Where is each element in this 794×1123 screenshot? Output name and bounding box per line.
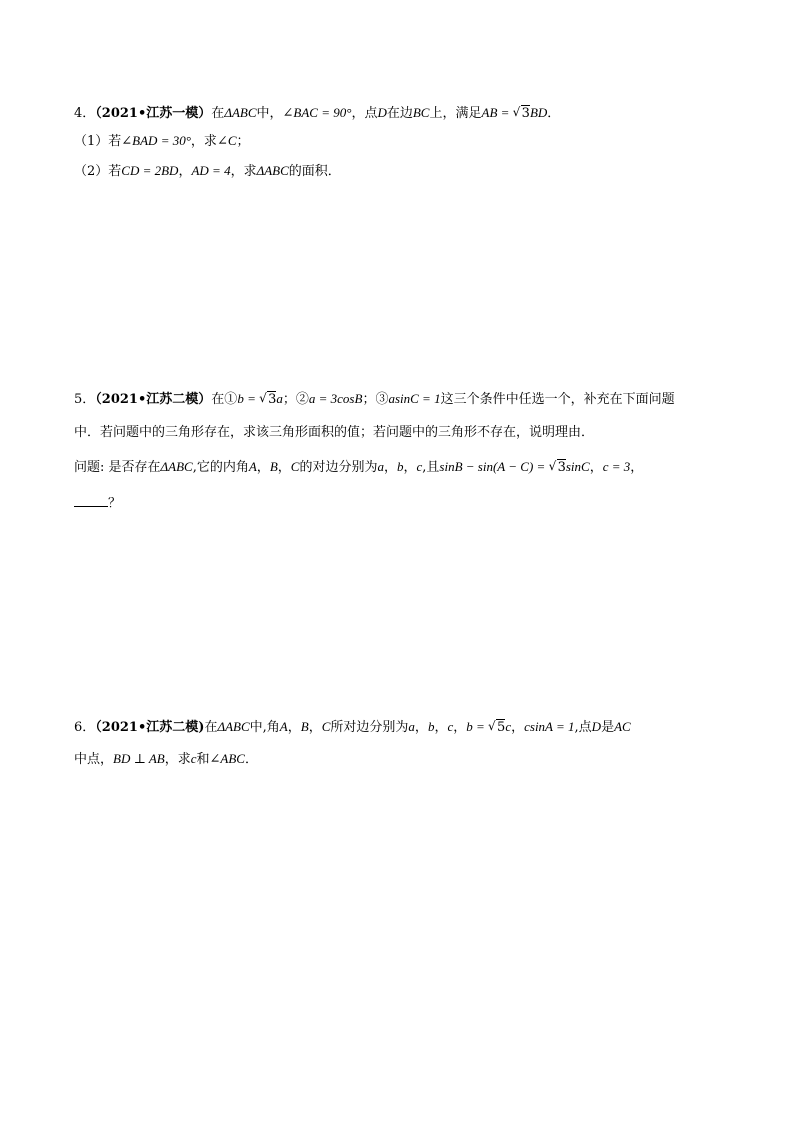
problem-source: （2021•江苏二模) [95, 720, 205, 735]
problem-5-line-2: 中．若问题中的三角形存在，求该三角形面积的值；若问题中的三角形不存在，说明理由． [74, 425, 595, 440]
sqrt-symbol: √ 3 [259, 391, 276, 409]
problem-5-blank-line: ？ [74, 494, 121, 513]
problem-5-question: 问题: 是否存在ΔABC,它的内角A，B，C的对边分别为a，b，c,且sinB − sin(A − C) = √ 3sinC，c = 3， [74, 458, 643, 477]
problem-4-line-1: 4．（2021•江苏一模）在ΔABC中，∠BAC = 90°，点D在边BC上，满足AB = √ 3BD． [74, 104, 560, 123]
sqrt-symbol: √ 3 [549, 459, 566, 477]
problem-6-line-1: 6．（2021•江苏二模)在ΔABC中,角A，B，C所对边分别为a，b，c，b = √ 5c，csinA = 1,点D是AC [74, 718, 631, 737]
sqrt-symbol: √ 5 [488, 719, 505, 737]
sqrt-symbol: √ 3 [513, 105, 530, 123]
problem-5-line-1: 5．（2021•江苏二模）在①b = √ 3a；②a = 3cosB；③asinC = 1这三个条件中任选一个，补充在下面问题 [74, 390, 675, 409]
problem-number: 6 [74, 720, 83, 735]
problem-source: （2021•江苏一模） [95, 106, 212, 121]
problem-number: 4 [74, 106, 83, 121]
problem-source: （2021•江苏二模） [95, 392, 212, 407]
answer-blank [74, 494, 108, 507]
problem-4-part-1: （1）若∠BAD = 30°，求∠C； [74, 133, 250, 149]
problem-number: 5 [74, 392, 83, 407]
problem-4-part-2: （2）若CD = 2BD，AD = 4，求ΔABC的面积． [74, 163, 341, 179]
problem-6-line-2: 中点，BD ⊥ AB，求c和∠ABC． [74, 751, 258, 767]
